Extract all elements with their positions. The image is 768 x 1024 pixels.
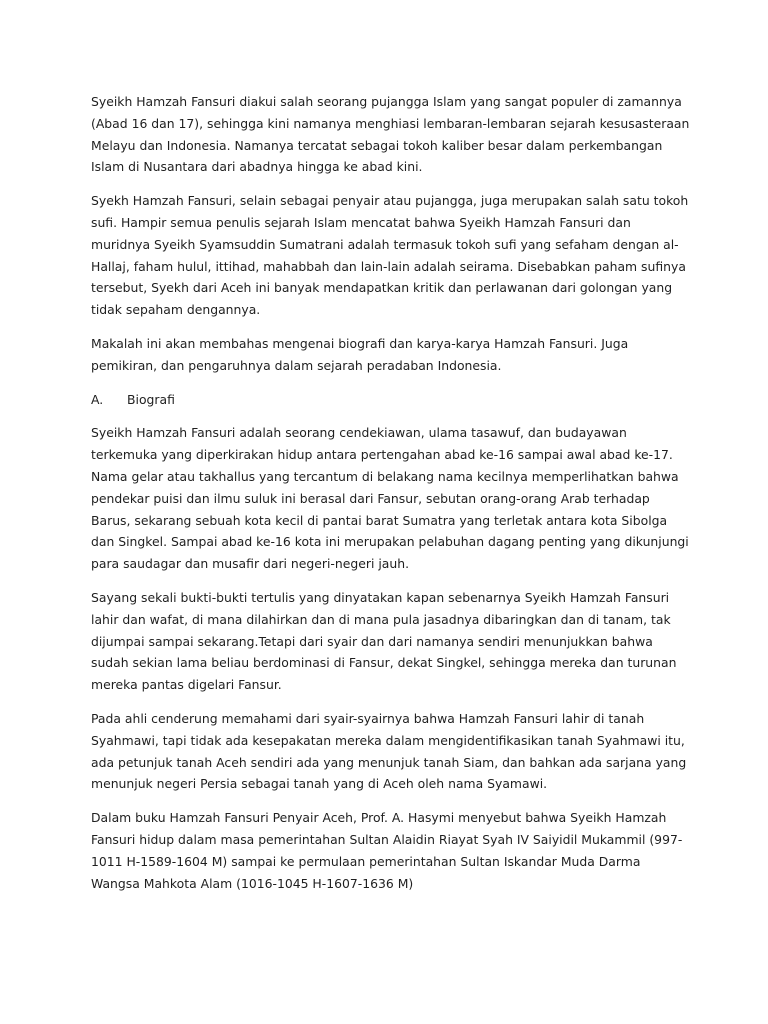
paragraph-intro-2: Syekh Hamzah Fansuri, selain sebagai penyair atau pujangga, juga merupakan salah satu tokoh sufi. Hampir semua penulis sejarah Islam mencatat bahwa Syeikh Hamzah Fansuri dan muridnya Syeikh Syamsuddin Sumatrani adalah termasuk tokoh sufi yang sefaham dengan al-Hallaj, faham hulul, ittihad, mahabbah dan lain-lain adalah seirama. Disebabkan paham sufinya tersebut, Syekh dari Aceh ini banyak mendapatkan kritik dan perlawanan dari golongan yang tidak sepaham dengannya.: [91, 193, 689, 318]
paragraph-bio-3: Pada ahli cenderung memahami dari syair-syairnya bahwa Hamzah Fansuri lahir di tanah Syahmawi, tapi tidak ada kesepakatan mereka dalam mengidentifikasikan tanah Syahmawi itu, ada petunjuk tanah Aceh sendiri ada yang menunjuk tanah Siam, dan bahkan ada sarjana yang menunjuk negeri Persia sebagai tanah yang di Aceh oleh nama Syamawi.: [91, 710, 687, 792]
document-page: [91, 91, 691, 906]
paragraph-bio-4: Dalam buku Hamzah Fansuri Penyair Aceh, Prof. A. Hasymi menyebut bahwa Syeikh Hamzah Fansuri hidup dalam masa pemerintahan Sultan Alaidin Riayat Syah IV Saiyidil Mukammil (997-1011 H-1589-1604 M) sampai ke permulaan pemerintahan Sultan Iskandar Muda Darma Wangsa Mahkota Alam (1016-1045 H-1607-1636 M): [91, 810, 683, 891]
section-number: A.: [91, 391, 104, 407]
paragraph-intro-1: Syeikh Hamzah Fansuri diakui salah seorang pujangga Islam yang sangat populer di zamannya (Abad 16 dan 17), sehingga kini namanya menghiasi lembaran-lembaran sejarah kesusasteraan Melayu dan Indonesia. Namanya tercatat sebagai tokoh kaliber besar dalam perkembangan Islam di Nusantara dari abadnya hingga ke abad kini.: [91, 94, 690, 175]
paragraph-bio-1: Syeikh Hamzah Fansuri adalah seorang cendekiawan, ulama tasawuf, dan budayawan terkemuka yang diperkirakan hidup antara pertengahan abad ke-16 sampai awal abad ke-17. Nama gelar atau takhallus yang tercantum di belakang nama kecilnya memperlihatkan bahwa pendekar puisi dan ilmu suluk ini berasal dari Fansur, sebutan orang-orang Arab terhadap Barus, sekarang sebuah kota kecil di pantai barat Sumatra yang terletak antara kota Sibolga dan Singkel. Sampai abad ke-16 kota ini merupakan pelabuhan dagang penting yang dikunjungi para saudagar dan musafir dari negeri-negeri jauh.: [91, 425, 689, 572]
section-heading-biografi: [91, 389, 691, 411]
paragraph-intro-3: Makalah ini akan membahas mengenai biografi dan karya-karya Hamzah Fansuri. Juga pemikiran, dan pengaruhnya dalam sejarah peradaban Indonesia.: [91, 335, 629, 373]
paragraph-bio-2: Sayang sekali bukti-bukti tertulis yang dinyatakan kapan sebenarnya Syeikh Hamzah Fansuri lahir dan wafat, di mana dilahirkan dan di mana pula jasadnya dibaringkan dan di tanam, tak dijumpai sampai sekarang.Tetapi dari syair dan dari namanya sendiri menunjukkan bahwa sudah sekian lama beliau berdominasi di Fansur, dekat Singkel, sehingga mereka dan turunan mereka pantas digelari Fansur.: [91, 589, 677, 693]
section-title: Biografi: [127, 391, 175, 407]
